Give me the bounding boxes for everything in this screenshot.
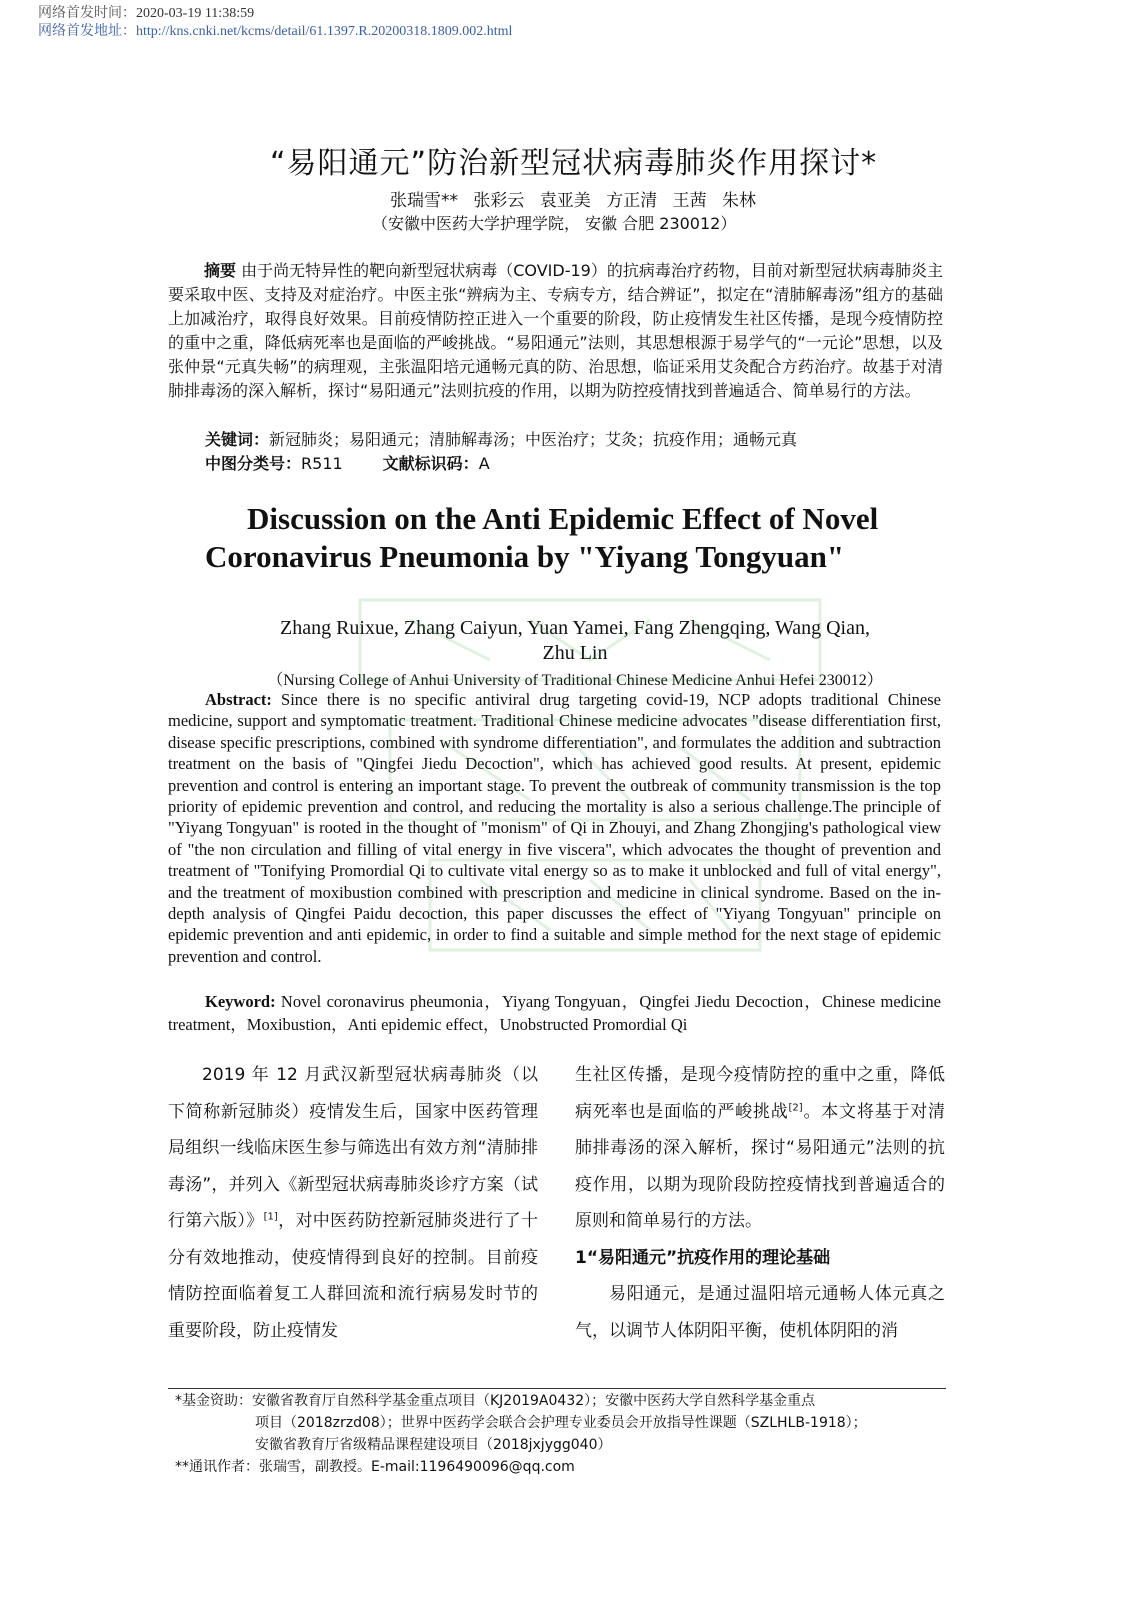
english-keywords-label: Keyword: [205,992,276,1011]
body-right-p2: 易阳通元，是通过温阳培元通畅人体元真之气，以调节人体阴阳平衡，使机体阴阳的消 [575,1284,945,1341]
body-right-p1a: 生社区传播，是现今疫情防控的重中之重，降低病死率也是面临的严峻挑战 [575,1065,945,1122]
reference-1[interactable]: [1] [263,1211,278,1223]
publish-time-label: 网络首发时间： [38,6,136,21]
english-abstract-text: Since there is no specific antiviral drug targeting covid-19, NCP adopts traditional Chinese medicine, support and symptomatic treatment. Traditional Chinese medicine advocates "disease differentiation first, disease specific prescriptions, combined with syndrome differentiation", and formulates the addition and subtraction treatment on the basis of "Qingfei Jiedu Decoction", which has achieved good results. At present, epidemic prevention and control is entering an important stage. To prevent the outbreak of community transmission is the top priority of epidemic prevention and control, and reducing the mortality is also a serious challenge.The principle of "Yiyang Tongyuan" is rooted in the thought of "monism" of Qi in Zhouyi, and Zhang Zhongjing's pathological view of "the non circulation and filling of vital energy in five viscera", which advocates the thought of prevention and treatment of "Tonifying Promordial Qi to cultivate vital energy so as to make it unblocked and full of vital energy", and the treatment of moxibustion combined with prescription and medicine in clinical syndrome. Based on the in-depth analysis of Qingfei Paidu decoction, this paper discusses the effect of "Yiyang Tongyuan" principle on epidemic prevention and anti epidemic, in order to find a suitable and simple method for the next stage of epidemic prevention and control. [168,690,942,966]
chinese-affiliation: （安徽中医药大学护理学院， 安徽 合肥 230012） [372,214,737,233]
english-keywords [168,990,941,1036]
english-affiliation: （Nursing College of Anhui University of Traditional Chinese Medicine Anhui Hefei 230012） [267,672,883,689]
classification-line [205,452,490,476]
chinese-keywords-label: 关键词： [205,430,270,449]
chinese-keywords [205,428,945,452]
footnote-divider [168,1388,946,1389]
body-right-column [575,1057,945,1349]
body-left-column [168,1057,538,1349]
publish-time-value: 2020-03-19 11:38:59 [136,6,255,21]
chinese-keywords-text: 新冠肺炎；易阳通元；清肺解毒汤；中医治疗；艾灸；抗疫作用；通畅元真 [269,430,798,449]
body-left-p1a: 2019 年 12 月武汉新型冠状病毒肺炎（以下简称新冠肺炎）疫情发生后，国家中医药管理局组织一线临床医生参与筛选出有效方剂“清肺排毒汤”，并列入《新型冠状病毒肺炎诊疗方案（试行第六版）》 [168,1065,538,1231]
chinese-abstract [168,259,943,403]
footnotes [175,1390,945,1478]
english-title-line1: Discussion on the Anti Epidemic Effect of Novel [247,501,879,536]
chinese-title: “易阳通元”防治新型冠状病毒肺炎作用探讨* [270,146,878,181]
body-right-p1b: 。本文将基于对清肺排毒汤的深入解析，探讨“易阳通元”法则的抗疫作用，以期为现阶段防控疫情找到普遍适合的原则和简单易行的方法。 [575,1101,946,1231]
chinese-abstract-label: 摘要 [204,261,237,280]
english-title [205,500,965,576]
chinese-authors: 张瑞雪** 张彩云 袁亚美 方正清 王茜 朱林 [390,191,757,211]
class-number-label: 中图分类号： [205,454,302,473]
body-paragraph [575,1057,945,1240]
online-publish-url [38,23,512,41]
class-number-value: R511 [301,454,343,473]
body-left-p1b: ，对中医药防控新冠肺炎进行了十分有效地推动，使疫情得到良好的控制。目前疫情防控面临着复工人群回流和流行病易发时节的重要阶段，防止疫情发 [168,1211,538,1341]
chinese-abstract-text: 由于尚无特异性的靶向新型冠状病毒（COVID-19）的抗病毒治疗药物，目前对新型冠状病毒肺炎主要采取中医、支持及对症治疗。中医主张“辨病为主、专病专方，结合辨证”，拟定在“清肺解毒汤”组方的基础上加减治疗，取得良好效果。目前疫情防控正进入一个重要的阶段，防止疫情发生社区传播，是现今疫情防控的重中之重，降低病死率也是面临的严峻挑战。“易阳通元”法则，其思想根源于易学气的“一元论”思想，以及张仲景“元真失畅”的病理观，主张温阳培元通畅元真的防、治思想，临证采用艾灸配合方药治疗。故基于对清肺排毒汤的深入解析，探讨“易阳通元”法则抗疫的作用，以期为防控疫情找到普遍适合、简单易行的方法。 [168,261,943,400]
corresponding-author: **通讯作者：张瑞雪，副教授。E-mail:1196490096@qq.com [175,1459,575,1475]
publish-url-label: 网络首发地址： [38,24,136,39]
doc-code-value: A [478,454,490,473]
english-abstract-label: Abstract: [205,690,272,709]
english-authors-line1: Zhang Ruixue, Zhang Caiyun, Yuan Yamei, Fang Zhengqing, Wang Qian, [280,617,870,639]
english-abstract [168,689,941,967]
fund-line-1: *基金资助：安徽省教育厅自然科学基金重点项目（KJ2019A0432）；安徽中医药大学自然科学基金重点 [175,1393,816,1409]
english-keywords-text: Novel coronavirus pheumonia，Yiyang Tongyuan，Qingfei Jiedu Decoction，Chinese medicine treatment，Moxibustion，Anti epidemic effect，Unobstructed Promordial Qi [168,992,942,1034]
online-publish-time [38,5,254,23]
english-authors [205,616,945,666]
fund-line-2: 项目（2018zrzd08）；世界中医药学会联合会护理专业委员会开放指导性课题（SZLHLB-1918）； [255,1415,867,1431]
english-title-line2: Coronavirus Pneumonia by "Yiyang Tongyuan" [205,539,845,574]
english-authors-line2: Zhu Lin [542,642,608,664]
section-1-heading: 1“易阳通元”抗疫作用的理论基础 [575,1247,831,1268]
fund-line-3: 安徽省教育厅省级精品课程建设项目（2018jxjygg040） [255,1437,612,1453]
reference-2[interactable]: [2] [788,1101,803,1113]
publish-url-link[interactable]: http://kns.cnki.net/kcms/detail/61.1397.R.20200318.1809.002.html [136,24,513,39]
doc-code-label: 文献标识码： [382,454,479,473]
body-paragraph [168,1057,538,1349]
